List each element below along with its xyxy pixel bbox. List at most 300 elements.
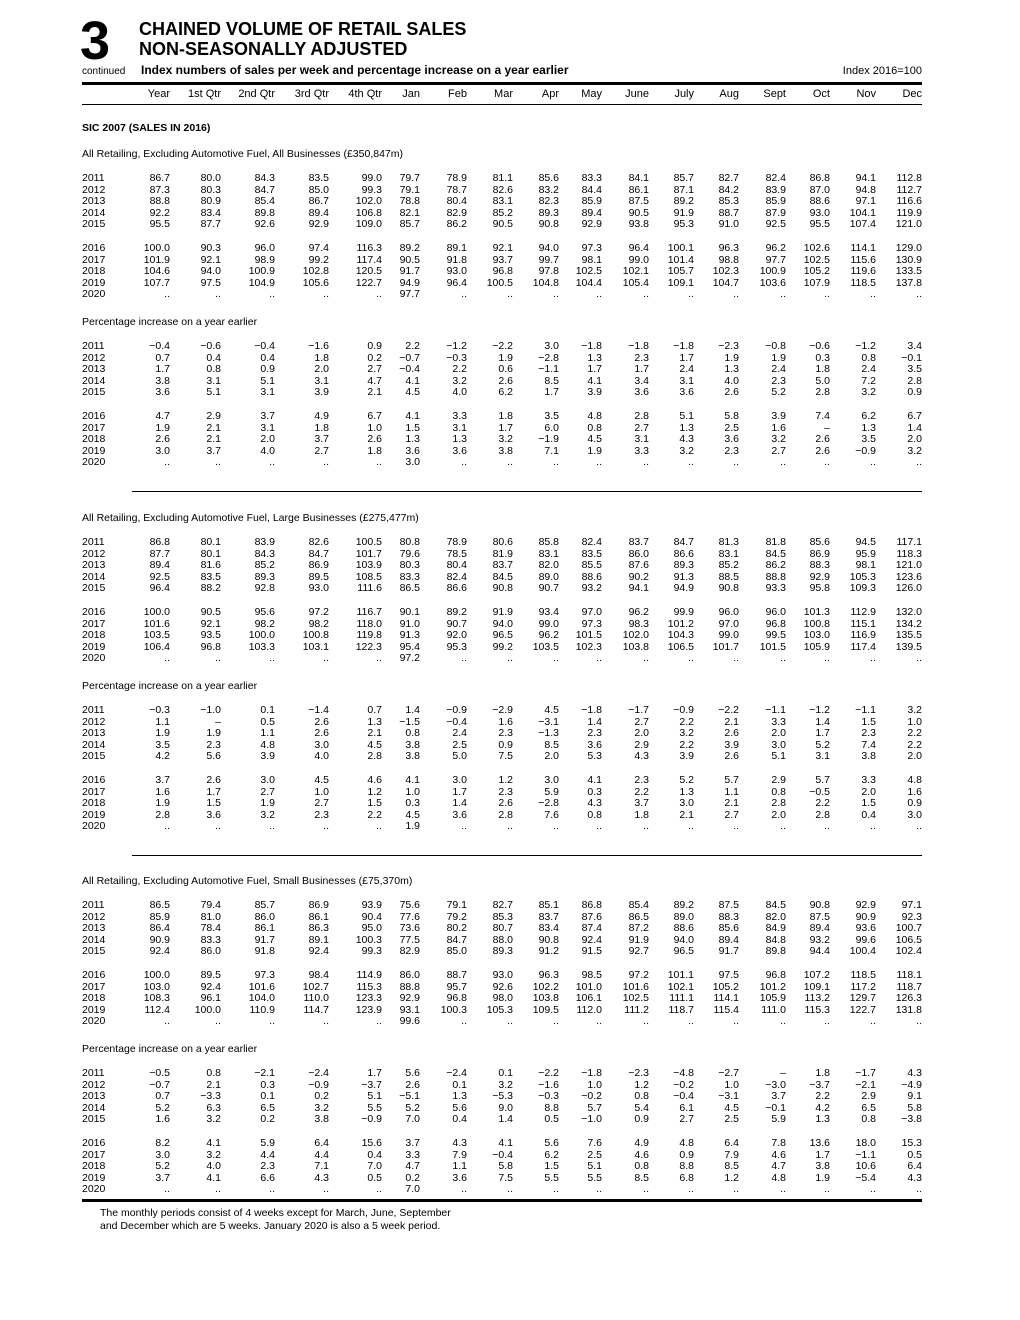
table-cell: 123.3 (355, 992, 382, 1005)
table-cell: 2.8 (771, 797, 786, 810)
table-row (82, 289, 922, 301)
table-cell: 94.9 (673, 582, 694, 595)
table-cell: 1.0 (724, 1078, 739, 1091)
table-cell: 112.7 (896, 183, 922, 196)
table-cell: .. (643, 288, 649, 301)
table-cell: 113.2 (804, 992, 830, 1005)
table-cell: 114.7 (303, 1003, 329, 1016)
table-cell: 1.7 (679, 351, 694, 364)
table-cell: 100.3 (440, 1003, 467, 1016)
table-cell: 2.1 (724, 715, 739, 728)
table-cell: 2.9 (634, 738, 649, 751)
table-cell: 88.8 (149, 195, 170, 208)
table-cell: 0.8 (861, 1113, 876, 1126)
table-cell: 1.3 (367, 715, 382, 728)
table-cell: 84.5 (765, 547, 786, 560)
row-year: 2013 (82, 559, 106, 572)
table-cell: 86.9 (809, 547, 830, 560)
table-cell: 83.1 (538, 547, 559, 560)
column-header: Mar (494, 88, 513, 100)
table-cell: .. (688, 820, 694, 833)
table-cell: −0.7 (149, 1078, 170, 1091)
table-cell: 106.1 (575, 992, 602, 1005)
table-cell: 97.3 (581, 242, 602, 254)
table-cell: 3.6 (679, 386, 694, 399)
table-cell: 2.6 (724, 727, 739, 740)
table-cell: .. (461, 820, 467, 833)
table-cell: 1.9 (206, 727, 221, 740)
table-cell: 119.9 (896, 206, 922, 219)
table-cell: 85.6 (718, 922, 739, 935)
row-year: 2017 (82, 617, 106, 630)
table-cell: 7.4 (815, 410, 830, 422)
table-cell: .. (461, 1015, 467, 1028)
table-cell: 99.6 (855, 933, 876, 946)
table-cell: 84.4 (581, 183, 602, 196)
table-cell: 105.7 (667, 265, 694, 278)
table-cell: 5.3 (587, 750, 602, 763)
table-cell: 90.5 (492, 218, 513, 231)
table-cell: 1.9 (815, 1171, 830, 1184)
table-cell: .. (870, 1183, 876, 1196)
table-cell: 98.9 (254, 253, 275, 266)
row-year: 2011 (82, 172, 105, 184)
table-cell: 102.5 (575, 265, 602, 278)
table-cell: 84.3 (254, 172, 275, 184)
table-cell: .. (780, 1015, 786, 1028)
table-cell: −0.3 (149, 704, 170, 716)
table-cell: 109.0 (355, 218, 382, 231)
table-cell: 87.5 (628, 195, 649, 208)
table-cell: 4.5 (405, 386, 420, 399)
table-cell: 77.6 (399, 910, 420, 923)
row-year: 2020 (82, 456, 106, 469)
table-cell: 97.3 (581, 617, 602, 630)
table-cell: 4.6 (771, 1148, 786, 1161)
row-year: 2018 (82, 629, 106, 642)
table-cell: 0.4 (452, 1113, 467, 1126)
row-year: 2020 (82, 652, 106, 665)
table-cell: 5.7 (815, 774, 830, 786)
table-cell: 4.8 (679, 1137, 694, 1149)
table-cell: 85.7 (673, 172, 694, 184)
table-cell: 101.6 (622, 980, 649, 993)
table-cell: 104.8 (532, 276, 559, 289)
table-cell: .. (507, 1015, 513, 1028)
table-cell: 105.2 (712, 980, 739, 993)
table-cell: 89.0 (673, 910, 694, 923)
table-cell: 81.6 (200, 559, 221, 572)
table-cell: 88.3 (718, 910, 739, 923)
table-cell: .. (870, 1015, 876, 1028)
table-cell: 87.5 (809, 910, 830, 923)
table-cell: 1.5 (544, 1160, 559, 1173)
table-cell: 92.3 (901, 910, 922, 923)
table-cell: 86.0 (628, 547, 649, 560)
table-cell: – (215, 715, 221, 728)
column-header: 1st Qtr (187, 88, 221, 100)
table-cell: 87.5 (718, 899, 739, 911)
table-cell: 1.3 (679, 785, 694, 798)
table-cell: 1.6 (907, 785, 922, 798)
table-cell: 89.4 (308, 206, 329, 219)
table-cell: −2.3 (718, 340, 739, 352)
table-cell: .. (916, 1015, 922, 1028)
table-cell: 7.1 (544, 444, 559, 457)
row-year: 2013 (82, 363, 106, 376)
table-cell: 83.5 (308, 172, 329, 184)
table-cell: 115.3 (356, 980, 382, 993)
table-cell: 3.9 (587, 386, 602, 399)
table-cell: 2.9 (206, 410, 221, 422)
table-cell: 2.9 (861, 1090, 876, 1103)
table-cell: .. (870, 288, 876, 301)
title-line-1: CHAINED VOLUME OF RETAIL SALES (139, 19, 467, 39)
table-cell: 112.0 (576, 1003, 602, 1016)
table-cell: 3.9 (679, 750, 694, 763)
column-header: Dec (902, 88, 922, 100)
table-cell: 3.7 (260, 410, 275, 422)
table-cell: 6.5 (861, 1101, 876, 1114)
table-cell: .. (824, 1015, 830, 1028)
table-cell: .. (461, 652, 467, 665)
table-cell: 112.9 (850, 606, 876, 618)
table-cell: 4.1 (206, 1137, 221, 1149)
table-cell: 107.4 (849, 218, 876, 231)
table-cell: 81.3 (718, 536, 739, 548)
row-year: 2011 (82, 536, 105, 548)
table-cell: 2.3 (724, 444, 739, 457)
table-cell: 99.0 (538, 617, 559, 630)
table-cell: 96.4 (628, 242, 649, 254)
table-cell: 0.8 (206, 1067, 221, 1079)
table-cell: 0.1 (260, 704, 275, 716)
table-cell: 80.3 (200, 183, 221, 196)
table-cell: 89.1 (308, 933, 329, 946)
table-cell: 3.6 (724, 433, 739, 446)
table-cell: 122.7 (355, 276, 382, 289)
table-cell: 95.3 (673, 218, 694, 231)
table-cell: 2.0 (544, 750, 559, 763)
table-cell: 93.0 (308, 582, 329, 595)
table-cell: 77.5 (399, 933, 420, 946)
table-cell: 87.2 (628, 922, 649, 935)
table-row (82, 1138, 922, 1150)
table-cell: 86.6 (446, 582, 467, 595)
table-cell: 3.8 (405, 750, 420, 763)
table-cell: 2.5 (587, 1148, 602, 1161)
table-cell: −1.2 (855, 340, 876, 352)
table-cell: 104.9 (248, 276, 275, 289)
table-cell: 85.5 (581, 559, 602, 572)
table-cell: 3.7 (155, 774, 170, 786)
table-cell: 91.0 (718, 218, 739, 231)
table-cell: 112.4 (144, 1003, 170, 1016)
table-cell: −1.2 (809, 704, 830, 716)
table-cell: 82.7 (492, 899, 513, 911)
row-year: 2018 (82, 265, 106, 278)
table-cell: 83.9 (765, 183, 786, 196)
continued-label: continued (82, 66, 126, 77)
table-cell: −3.8 (901, 1113, 922, 1126)
table-cell: 121.0 (895, 218, 922, 231)
table-cell: 86.0 (399, 969, 420, 981)
row-year: 2012 (82, 547, 106, 560)
table-cell: 4.5 (544, 704, 559, 716)
table-cell: −0.7 (399, 351, 420, 364)
table-cell: 92.4 (200, 980, 221, 993)
table-cell: 90.8 (492, 582, 513, 595)
table-cell: 5.5 (544, 1171, 559, 1184)
table-cell: 97.1 (855, 195, 876, 208)
table-cell: 3.7 (771, 1090, 786, 1103)
table-cell: 84.5 (765, 899, 786, 911)
table-cell: 5.9 (544, 785, 559, 798)
table-cell: 83.4 (200, 206, 221, 219)
table-cell: .. (824, 652, 830, 665)
table-cell: 0.4 (367, 1148, 382, 1161)
table-cell: 1.8 (314, 351, 329, 364)
table-cell: 2.2 (815, 1090, 830, 1103)
table-cell: 4.4 (260, 1148, 275, 1161)
table-cell: 2.3 (861, 727, 876, 740)
table-cell: 1.1 (724, 785, 739, 798)
table-cell: −0.9 (308, 1078, 329, 1091)
table-cell: 2.7 (314, 797, 329, 810)
page-title (139, 19, 466, 59)
table-cell: 0.2 (314, 1090, 329, 1103)
table-cell: 108.3 (143, 992, 170, 1005)
table-cell: .. (824, 820, 830, 833)
table-cell: .. (461, 456, 467, 469)
table-cell: 86.8 (581, 899, 602, 911)
table-cell: 3.7 (634, 797, 649, 810)
table-cell: 85.1 (538, 899, 559, 911)
table-cell: 3.1 (452, 421, 467, 434)
table-cell: 98.1 (855, 559, 876, 572)
table-cell: 4.0 (260, 444, 275, 457)
table-cell: 6.0 (544, 421, 559, 434)
table-cell: 96.4 (149, 582, 170, 595)
table-cell: 80.4 (446, 559, 467, 572)
table-cell: 92.1 (200, 253, 221, 266)
table-cell: 105.3 (849, 570, 876, 583)
table-cell: −1.8 (673, 340, 694, 352)
table-cell: .. (824, 288, 830, 301)
table-cell: 82.4 (765, 172, 786, 184)
table-cell: .. (269, 456, 275, 469)
row-year: 2013 (82, 195, 106, 208)
table-cell: 6.7 (367, 410, 382, 422)
table-cell: 87.1 (673, 183, 694, 196)
table-cell: 1.7 (815, 727, 830, 740)
table-cell: 2.6 (815, 444, 830, 457)
table-cell: 1.2 (498, 774, 513, 786)
table-cell: 126.3 (895, 992, 922, 1005)
table-cell: 95.5 (149, 218, 170, 231)
table-cell: 0.8 (405, 727, 420, 740)
row-year: 2016 (82, 1137, 106, 1149)
table-cell: .. (323, 652, 329, 665)
table-cell: 4.0 (206, 1160, 221, 1173)
title-line-2: NON-SEASONALLY ADJUSTED (139, 39, 408, 59)
table-cell: 85.7 (254, 899, 275, 911)
table-cell: −2.1 (855, 1078, 876, 1091)
table-cell: 94.0 (538, 242, 559, 254)
table-row (82, 1068, 922, 1080)
table-cell: 100.0 (143, 969, 170, 981)
table-cell: −2.7 (718, 1067, 739, 1079)
footnote-line-1: The monthly periods consist of 4 weeks except for March, June, September (100, 1207, 451, 1219)
table-cell: 118.1 (896, 969, 922, 981)
table-cell: 75.6 (399, 899, 420, 911)
table-cell: 1.8 (314, 421, 329, 434)
table-cell: 94.1 (628, 582, 649, 595)
table-cell: 103.8 (622, 640, 649, 653)
table-cell: 94.9 (399, 276, 420, 289)
table-cell: −1.5 (399, 715, 420, 728)
table-cell: 85.9 (765, 195, 786, 208)
table-cell: 2.7 (634, 715, 649, 728)
table-cell: 79.6 (399, 547, 420, 560)
table-cell: 0.7 (367, 704, 382, 716)
table-cell: 108.5 (355, 570, 382, 583)
column-header: Apr (541, 88, 559, 100)
row-year: 2014 (82, 206, 106, 219)
table-cell: 7.9 (724, 1148, 739, 1161)
table-cell: 83.5 (200, 570, 221, 583)
table-cell: 91.5 (581, 945, 602, 958)
section-title: All Retailing, Excluding Automotive Fuel, All Businesses (£350,847m) (82, 148, 403, 160)
table-cell: 122.7 (849, 1003, 876, 1016)
row-year: 2018 (82, 1160, 106, 1173)
table-cell: .. (376, 288, 382, 301)
table-cell: 3.2 (679, 444, 694, 457)
table-cell: 84.7 (254, 183, 275, 196)
row-year: 2015 (82, 750, 106, 763)
table-cell: 88.2 (200, 582, 221, 595)
table-cell: 101.7 (355, 547, 382, 560)
table-cell: 116.6 (896, 195, 922, 208)
row-year: 2016 (82, 410, 106, 422)
table-cell: −2.8 (538, 351, 559, 364)
table-cell: 5.0 (815, 374, 830, 387)
table-cell: 94.8 (855, 183, 876, 196)
table-cell: 92.9 (399, 992, 420, 1005)
table-cell: 118.7 (668, 1003, 694, 1016)
table-cell: 0.2 (260, 1113, 275, 1126)
table-cell: 137.8 (895, 276, 922, 289)
table-cell: 3.6 (206, 808, 221, 821)
table-cell: 99.2 (308, 253, 329, 266)
table-cell: 78.9 (446, 536, 467, 548)
row-year: 2019 (82, 1171, 106, 1184)
table-cell: 1.7 (155, 363, 170, 376)
table-cell: 1.1 (155, 715, 170, 728)
table-cell: 118.0 (356, 617, 382, 630)
table-cell: −1.4 (308, 704, 329, 716)
table-cell: −0.9 (855, 444, 876, 457)
table-cell: 103.5 (143, 629, 170, 642)
table-cell: 5.6 (206, 750, 221, 763)
table-cell: 121.0 (895, 559, 922, 572)
table-cell: 3.1 (815, 750, 830, 763)
table-cell: 84.2 (718, 183, 739, 196)
table-cell: 90.3 (200, 242, 221, 254)
table-cell: 96.5 (492, 629, 513, 642)
table-cell: 94.4 (809, 945, 830, 958)
table-cell: 0.3 (405, 797, 420, 810)
row-year: 2016 (82, 606, 106, 618)
table-row (82, 653, 922, 665)
table-cell: 87.7 (149, 547, 170, 560)
table-cell: 95.3 (446, 640, 467, 653)
table-cell: −1.1 (538, 363, 559, 376)
row-year: 2020 (82, 820, 106, 833)
table-cell: 95.5 (809, 218, 830, 231)
table-cell: .. (780, 288, 786, 301)
table-cell: 7.9 (452, 1148, 467, 1161)
table-cell: .. (215, 820, 221, 833)
table-cell: 96.4 (446, 276, 467, 289)
table-cell: 85.2 (492, 206, 513, 219)
table-cell: 110.9 (249, 1003, 275, 1016)
table-cell: 90.5 (399, 253, 420, 266)
table-row (82, 411, 922, 423)
table-cell: 1.7 (452, 785, 467, 798)
table-cell: −1.8 (581, 1067, 602, 1079)
table-cell: 5.5 (367, 1101, 382, 1114)
table-cell: .. (269, 288, 275, 301)
table-cell: 91.0 (399, 617, 420, 630)
table-cell: 2.6 (405, 1078, 420, 1091)
table-row (82, 751, 922, 763)
table-cell: 100.8 (803, 617, 830, 630)
table-cell: 126.0 (895, 582, 922, 595)
row-year: 2014 (82, 933, 106, 946)
table-cell: −2.2 (718, 704, 739, 716)
table-cell: 0.9 (367, 340, 382, 352)
table-cell: 97.2 (308, 606, 329, 618)
table-row (82, 1016, 922, 1028)
table-cell: 100.0 (194, 1003, 221, 1016)
table-cell: 4.3 (634, 750, 649, 763)
table-cell: −3.1 (538, 715, 559, 728)
table-cell: 134.2 (895, 617, 922, 630)
table-cell: 4.8 (260, 738, 275, 751)
table-cell: −1.9 (538, 433, 559, 446)
table-cell: 1.1 (452, 1160, 467, 1173)
table-cell: 90.7 (538, 582, 559, 595)
table-cell: 1.6 (498, 715, 513, 728)
table-cell: 3.0 (155, 444, 170, 457)
table-cell: 85.8 (538, 536, 559, 548)
table-cell: 105.6 (302, 276, 329, 289)
table-cell: 83.9 (254, 536, 275, 548)
table-cell: 1.4 (815, 715, 830, 728)
table-row (82, 1173, 922, 1185)
table-cell: 3.2 (771, 433, 786, 446)
table-cell: 2.6 (314, 715, 329, 728)
table-cell: 91.9 (673, 206, 694, 219)
table-cell: .. (507, 1183, 513, 1196)
table-cell: 101.5 (575, 629, 602, 642)
table-cell: 82.4 (581, 536, 602, 548)
table-cell: 96.0 (765, 606, 786, 618)
table-cell: 5.7 (587, 1101, 602, 1114)
table-cell: 2.6 (155, 433, 170, 446)
table-cell: 84.7 (308, 547, 329, 560)
